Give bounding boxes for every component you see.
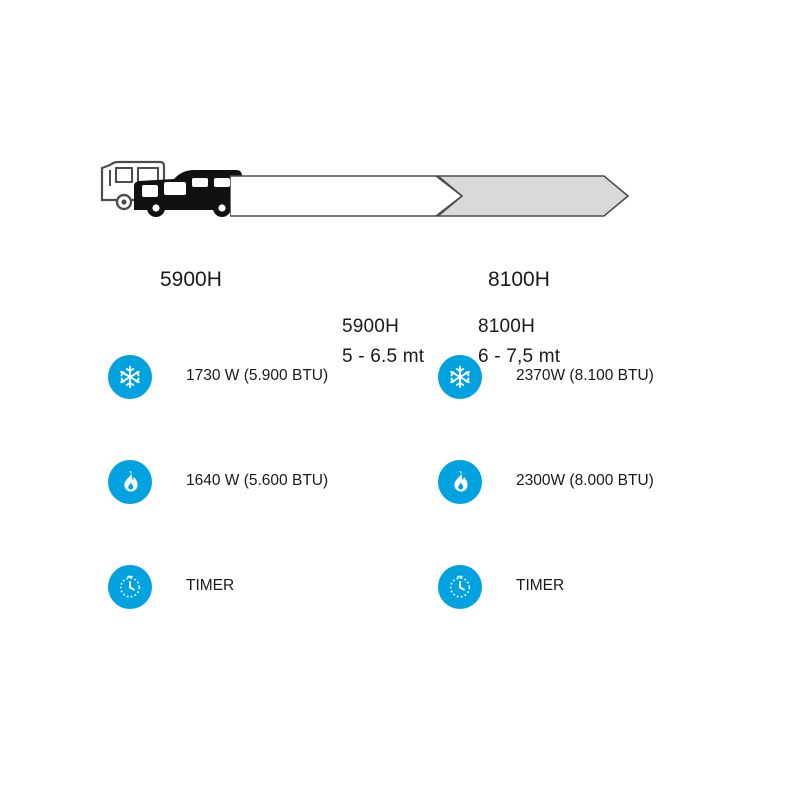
column-title-8100h: 8100H — [488, 268, 550, 291]
spec-row-timer-5900h — [108, 565, 448, 670]
snowflake-icon — [108, 355, 152, 399]
spec-row-heating-8100h — [438, 460, 778, 565]
spec-label-timer-5900h: TIMER — [186, 577, 235, 594]
spec-label-heating-8100h: 2300W (8.000 BTU) — [516, 472, 654, 489]
spec-row-timer-8100h — [438, 565, 778, 670]
spec-row-heating-5900h — [108, 460, 448, 565]
segment-model-5900h: 5900H — [342, 316, 399, 337]
spec-column-8100h — [438, 355, 778, 670]
segment-length-8100h: 6 - 7,5 mt — [478, 346, 561, 367]
timer-clock-icon — [438, 565, 482, 609]
spec-row-cooling-8100h — [438, 355, 778, 460]
segment-length-5900h: 5 - 6.5 mt — [342, 346, 425, 367]
spec-label-cooling-8100h: 2370W (8.100 BTU) — [516, 367, 654, 384]
spec-label-cooling-5900h: 1730 W (5.900 BTU) — [186, 367, 329, 384]
column-title-5900h: 5900H — [160, 268, 222, 291]
length-range-banner — [90, 148, 561, 367]
flame-icon — [438, 460, 482, 504]
spec-label-timer-8100h: TIMER — [516, 577, 565, 594]
snowflake-icon — [438, 355, 482, 399]
flame-icon — [108, 460, 152, 504]
timer-clock-icon — [108, 565, 152, 609]
segment-model-8100h: 8100H — [478, 316, 535, 337]
length-arrows — [230, 172, 630, 220]
spec-column-5900h — [108, 355, 448, 670]
spec-row-cooling-5900h — [108, 355, 448, 460]
spec-label-heating-5900h: 1640 W (5.600 BTU) — [186, 472, 329, 489]
